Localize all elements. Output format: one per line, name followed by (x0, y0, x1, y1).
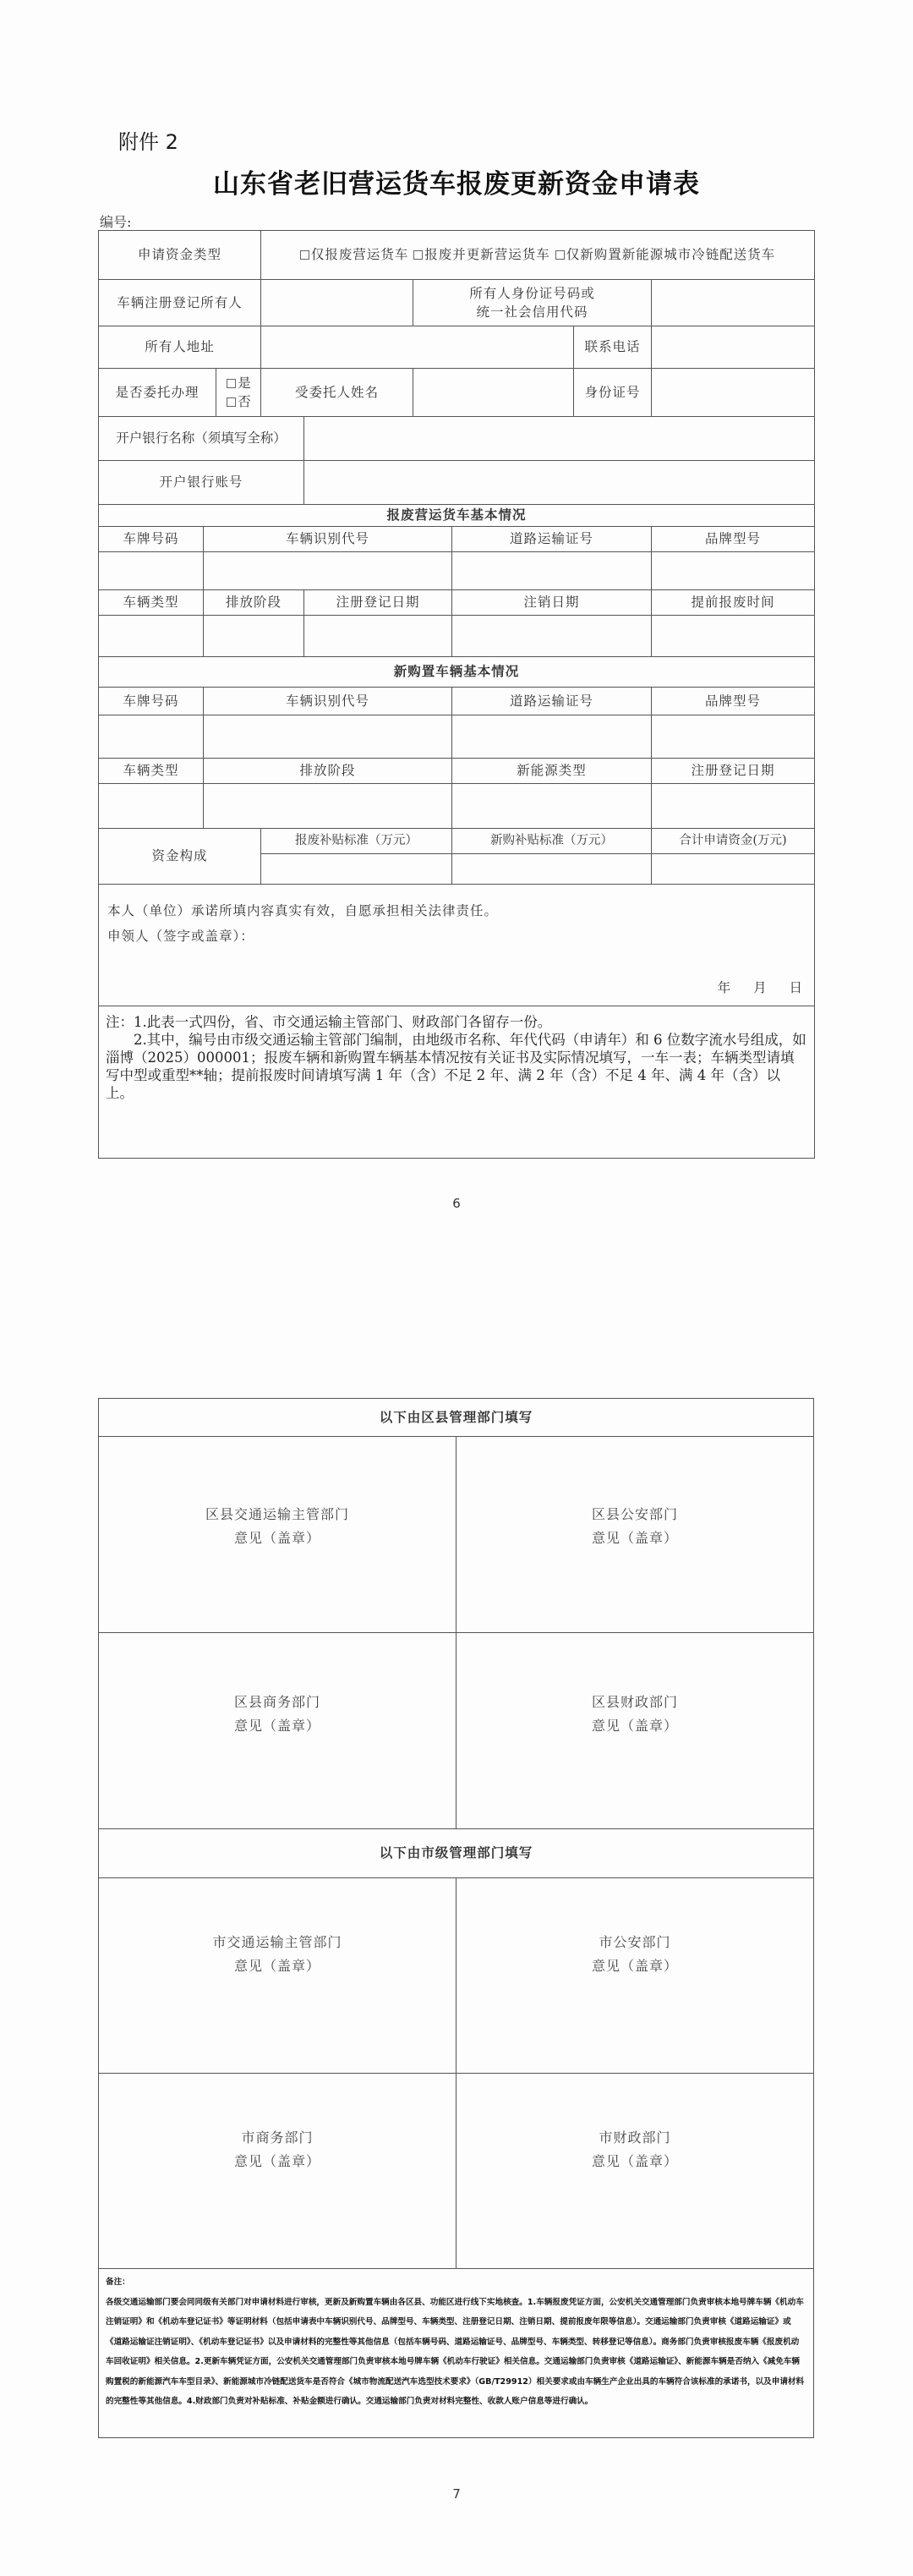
city-transport-opinion[interactable]: 市交通运输主管部门 意见（盖章） (99, 1878, 456, 2074)
funding-label: 资金构成 (99, 829, 261, 885)
remarks-label: 备注： (106, 2277, 130, 2287)
owner-input[interactable] (261, 280, 413, 326)
phone-label: 联系电话 (574, 326, 652, 369)
scrap-transport-cert-input[interactable] (452, 552, 652, 590)
city-section-title: 以下由市级管理部门填写 (99, 1829, 814, 1878)
bank-account-row (99, 461, 815, 505)
col-energy-type: 新能源类型 (452, 759, 652, 784)
scrap-section-title: 报废营运货车基本情况 (99, 505, 815, 527)
city-commerce-opinion[interactable]: 市商务部门 意见（盖章） (99, 2074, 456, 2269)
col-new-subsidy: 新购补贴标准（万元） (452, 829, 652, 854)
county-police-opinion[interactable]: 区县公安部门 意见（盖章） (456, 1437, 814, 1633)
entrust-yes-option[interactable]: 是 (227, 375, 252, 391)
bank-name-input[interactable] (304, 417, 815, 461)
col-plate-number: 车牌号码 (99, 527, 204, 552)
checkbox-icon[interactable] (300, 250, 309, 260)
option-scrap-and-renew[interactable]: 报废并更新营运货车 (413, 247, 550, 262)
owner-label: 车辆注册登记所有人 (99, 280, 261, 326)
bank-name-row (99, 417, 815, 461)
new-emission-input[interactable] (204, 784, 452, 829)
agent-name-input[interactable] (413, 369, 574, 417)
new-transport-cert-input[interactable] (452, 715, 652, 759)
city-police-opinion[interactable]: 市公安部门 意见（盖章） (456, 1878, 814, 2074)
scrap-section-header (99, 505, 815, 527)
entrust-label: 是否委托办理 (99, 369, 216, 417)
col-brand-model: 品牌型号 (652, 688, 815, 715)
checkbox-icon[interactable] (555, 250, 565, 260)
note-1: 注：1.此表一式四份，省、市交通运输主管部门、财政部门各留存一份。 (106, 1014, 552, 1030)
col-vehicle-type: 车辆类型 (99, 590, 204, 616)
page-number: 6 (452, 1196, 461, 1211)
col-emission-stage: 排放阶段 (204, 759, 452, 784)
remarks-text: 各级交通运输部门要会同同级有关部门对申请材料进行审核，更新及新购置车辆由各区县、功能区进行线下实地核查。1.车辆报废凭证方面，公安机关交通管理部门负责审核本地号牌车辆《机动车注销证明》和《机动车登记证书》等证明材料（包括申请表中车辆识别代号、品牌型号、车辆类型、注册登记日期、注销日期、提前报废年限等信息）。交通运输部门负责审核《道路运输证》或《道路运输证注销证明》、《机动车登记证书》以及申请材料的完整性等其他信息（包括车辆号码、道路运输证号、品牌型号、车辆类型、转移登记等信息）。商务部门负责审核报废车辆《报废机动车回收证明》相关信息。2.更新车辆凭证方面，公安机关交通管理部门负责审核本地号牌车辆《机动车行驶证》相关信息。交通运输部门负责审核《道路运输证》、新能源车辆是否纳入《减免车辆购置税的新能源汽车车型目录》、新能源城市冷链配送货车是否符合《城市物流配送汽车选型技术要求》（GB/T29912）相关要求或由车辆生产企业出具的车辆符合该标准的承诺书，以及申请材料的完整性等其他信息。4.财政部门负责对补贴标准、补贴金额进行确认。交通运输部门负责对材料完整性、收款人账户信息等进行确认。 (106, 2297, 805, 2406)
scrap-register-date-input[interactable] (304, 616, 452, 657)
promise-row (99, 885, 815, 1006)
page-number: 7 (452, 2486, 461, 2502)
fund-type-options (261, 231, 815, 280)
scrap-subsidy-input[interactable] (261, 854, 452, 885)
fund-type-row (99, 231, 815, 280)
county-section-title: 以下由区县管理部门填写 (99, 1399, 814, 1437)
application-form-table (98, 230, 815, 1159)
signer-label: 申领人（签字或盖章）： (107, 929, 254, 944)
col-plate-number: 车牌号码 (99, 688, 204, 715)
address-row (99, 326, 815, 369)
entrust-row (99, 369, 815, 417)
scrap-emission-input[interactable] (204, 616, 304, 657)
fund-type-label: 申请资金类型 (99, 231, 261, 280)
serial-number-label: 编号: (100, 214, 132, 230)
col-vin: 车辆识别代号 (204, 688, 452, 715)
approval-opinion-table (98, 1398, 814, 2438)
col-early-scrap-time: 提前报废时间 (652, 590, 815, 616)
bank-account-label: 开户银行账号 (99, 461, 304, 505)
new-header-row-1 (99, 688, 815, 715)
scrap-vin-input[interactable] (204, 552, 452, 590)
county-commerce-opinion[interactable]: 区县商务部门 意见（盖章） (99, 1633, 456, 1829)
city-section-header (99, 1829, 814, 1878)
notes-row (99, 1006, 815, 1159)
scrap-plate-input[interactable] (99, 552, 204, 590)
col-brand-model: 品牌型号 (652, 527, 815, 552)
option-scrap-only[interactable]: 仅报废营运货车 (300, 247, 409, 262)
county-transport-opinion[interactable]: 区县交通运输主管部门 意见（盖章） (99, 1437, 456, 1633)
county-opinion-row-2 (99, 1633, 814, 1829)
owner-id-label: 所有人身份证号码或 统一社会信用代码 (413, 280, 652, 326)
promise-statement: 本人（单位）承诺所填内容真实有效，自愿承担相关法律责任。 (107, 903, 499, 918)
note-2: 2.其中，编号由市级交通运输主管部门编制，由地级市名称、年代代码（申请年）和 6 位数字流水号组成，如淄博（2025）000001；报废车辆和新购置车辆基本情况按有关证书及实际情况填写，一车一表；车辆类型请填写中型或重型**轴；提前报废时间请填写满 1 年（含）不足 2 年、满 2 年（含）不足 4 年、满 4 年（含）以上。 (106, 1032, 806, 1102)
col-transport-cert: 道路运输证号 (452, 527, 652, 552)
owner-id-input[interactable] (652, 280, 815, 326)
notes-cell (99, 1006, 815, 1159)
new-energy-type-input[interactable] (452, 784, 652, 829)
checkbox-icon[interactable] (227, 379, 236, 388)
new-vin-input[interactable] (204, 715, 452, 759)
county-section-header (99, 1399, 814, 1437)
remarks-cell (99, 2269, 814, 2438)
promise-cell (99, 885, 815, 1006)
remarks-row (99, 2269, 814, 2438)
bank-name-label: 开户银行名称（须填写全称） (99, 417, 304, 461)
entrust-options (216, 369, 261, 417)
new-input-row-1 (99, 715, 815, 759)
option-new-ev-only[interactable]: 仅新购置新能源城市冷链配送货车 (555, 247, 776, 262)
col-total-funding: 合计申请资金(万元) (652, 829, 815, 854)
checkbox-icon[interactable] (227, 397, 236, 407)
scrap-type-input[interactable] (99, 616, 204, 657)
new-input-row-2 (99, 784, 815, 829)
scrap-cancel-date-input[interactable] (452, 616, 652, 657)
new-section-header (99, 657, 815, 688)
county-opinion-row-1 (99, 1437, 814, 1633)
bank-account-input[interactable] (304, 461, 815, 505)
scrap-header-row-1 (99, 527, 815, 552)
col-register-date: 注册登记日期 (652, 759, 815, 784)
col-emission-stage: 排放阶段 (204, 590, 304, 616)
col-vin: 车辆识别代号 (204, 527, 452, 552)
checkbox-icon[interactable] (413, 250, 423, 260)
address-input[interactable] (261, 326, 574, 369)
scrap-early-time-input[interactable] (652, 616, 815, 657)
address-label: 所有人地址 (99, 326, 261, 369)
col-cancel-date: 注销日期 (452, 590, 652, 616)
agent-id-label: 身份证号 (574, 369, 652, 417)
new-register-date-input[interactable] (652, 784, 815, 829)
new-plate-input[interactable] (99, 715, 204, 759)
new-brand-input[interactable] (652, 715, 815, 759)
new-header-row-2 (99, 759, 815, 784)
page-title: 山东省老旧营运货车报废更新资金申请表 (213, 169, 700, 200)
city-opinion-row-2 (99, 2074, 814, 2269)
agent-name-label: 受委托人姓名 (261, 369, 413, 417)
funding-header-row (99, 829, 815, 854)
scrap-input-row-1 (99, 552, 815, 590)
agent-id-input[interactable] (652, 369, 815, 417)
total-funding-input[interactable] (652, 854, 815, 885)
attachment-label: 附件 2 (118, 130, 178, 154)
county-finance-opinion[interactable]: 区县财政部门 意见（盖章） (456, 1633, 814, 1829)
new-type-input[interactable] (99, 784, 204, 829)
owner-row (99, 280, 815, 326)
phone-input[interactable] (652, 326, 815, 369)
new-subsidy-input[interactable] (452, 854, 652, 885)
col-transport-cert: 道路运输证号 (452, 688, 652, 715)
entrust-no-option[interactable]: 否 (227, 394, 252, 409)
city-opinion-row-1 (99, 1878, 814, 2074)
col-vehicle-type: 车辆类型 (99, 759, 204, 784)
col-register-date: 注册登记日期 (304, 590, 452, 616)
col-scrap-subsidy: 报废补贴标准（万元） (261, 829, 452, 854)
city-finance-opinion[interactable]: 市财政部门 意见（盖章） (456, 2074, 814, 2269)
scrap-header-row-2 (99, 590, 815, 616)
new-section-title: 新购置车辆基本情况 (99, 657, 815, 688)
date-field[interactable]: 年 月 日 (717, 979, 803, 995)
scrap-input-row-2 (99, 616, 815, 657)
scrap-brand-input[interactable] (652, 552, 815, 590)
